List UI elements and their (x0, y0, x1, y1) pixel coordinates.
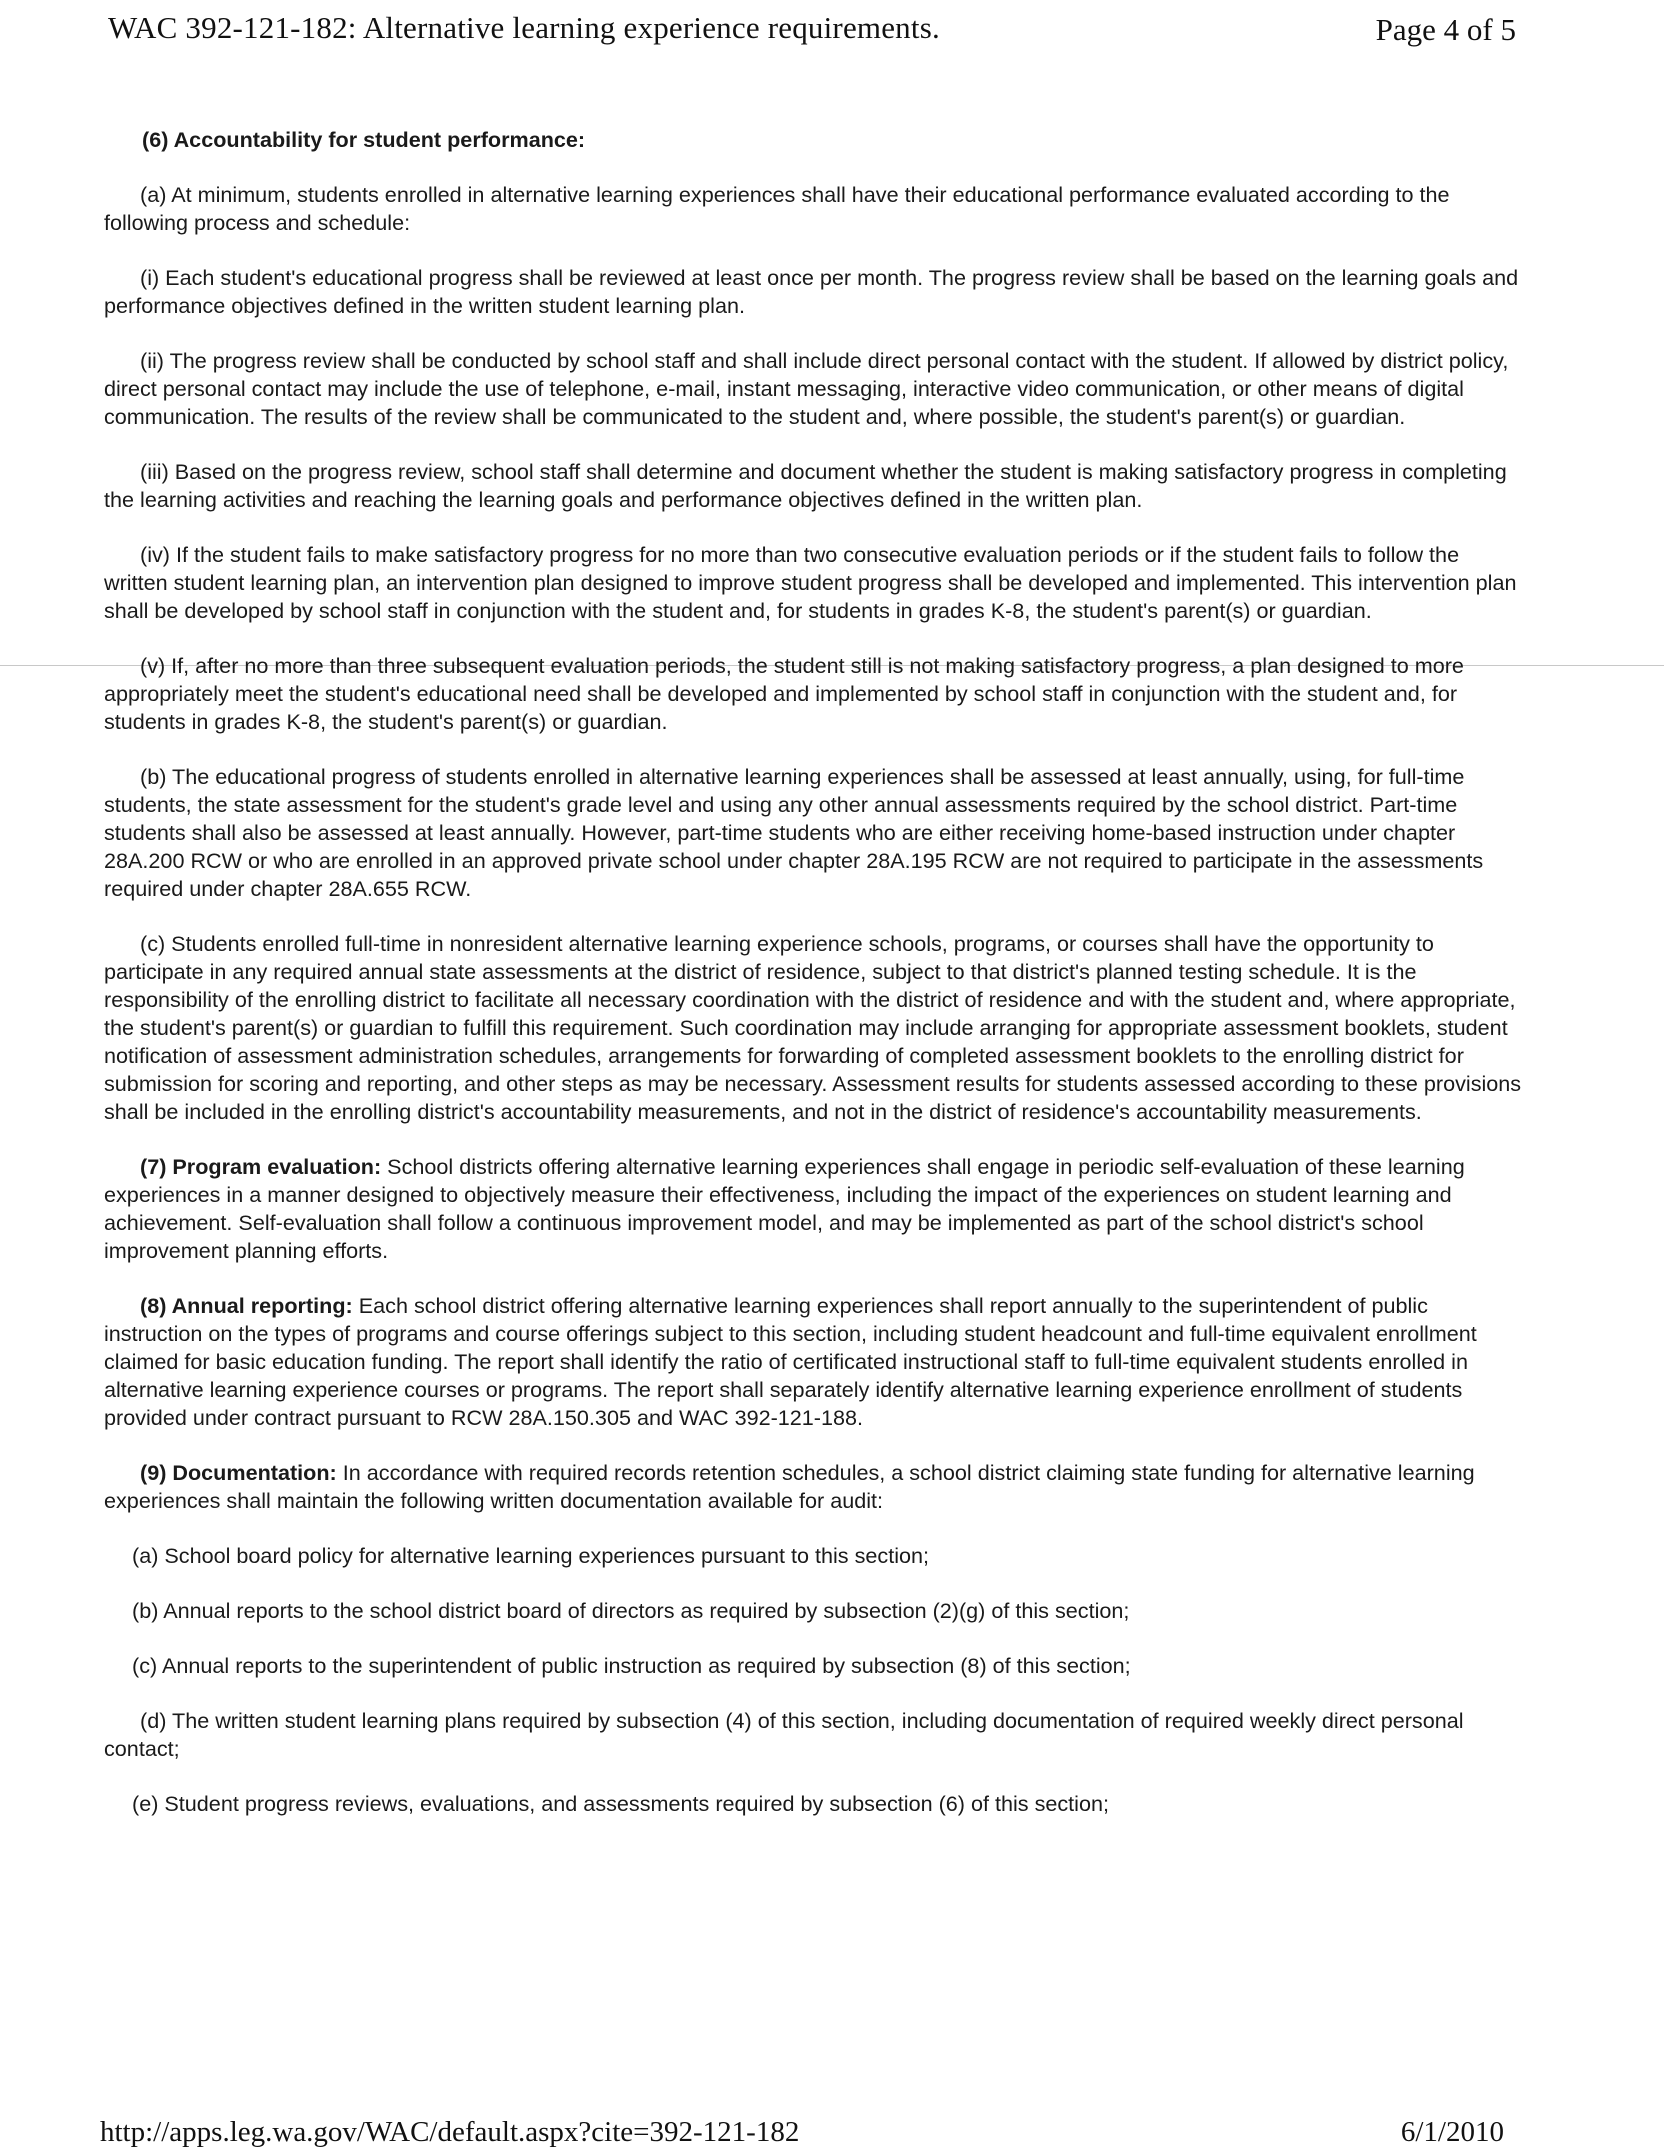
paragraph-8-text: Each school district offering alternative learning experiences shall report annually to the superintendent of public instruction on the types of programs and course offerings subject to this section, including student headcount and full-time equivalent enrollment claimed for basic education funding. The report shall identify the ratio of certificated instructional staff to full-time equivalent students enrolled in alternative learning experience courses or programs. The report shall separately identify alternative learning experience enrollment of students provided under contract pursuant to RCW 28A.150.305 and WAC 392-121-188. (104, 1293, 1477, 1430)
paragraph-6a-v: (v) If, after no more than three subsequent evaluation periods, the student still is not making satisfactory progress, a plan designed to more appropriately meet the student's educational need shall be developed and implemented by school staff in conjunction with the student and, for students in grades K-8, the student's parent(s) or guardian. (104, 653, 1464, 734)
list-item-9c: (c) Annual reports to the superintendent of public instruction as required by subsection (8) of this section; (132, 1653, 1131, 1678)
list-item-9e: (e) Student progress reviews, evaluations, and assessments required by subsection (6) of this section; (132, 1791, 1110, 1816)
paragraph-8-lead: (8) Annual reporting: (140, 1293, 353, 1318)
paragraph-9-text: In accordance with required records retention schedules, a school district claiming state funding for alternative learning experiences shall maintain the following written documentation available for audit: (104, 1460, 1475, 1513)
paragraph-6a-iii: (iii) Based on the progress review, school staff shall determine and document whether the student is making satisfactory progress in completing the learning activities and reaching the learning goals and performance objectives defined in the written plan. (104, 459, 1507, 512)
paragraph-6a-iv: (iv) If the student fails to make satisfactory progress for no more than two consecutive evaluation periods or if the student fails to follow the written student learning plan, an intervention plan designed to improve student progress shall be developed and implemented. This intervention plan shall be developed by school staff in conjunction with the student and, for students in grades K-8, the student's parent(s) or guardian. (104, 542, 1517, 623)
paragraph-8 (104, 1292, 1524, 1432)
paragraph-6b: (b) The educational progress of students enrolled in alternative learning experiences shall be assessed at least annually, using, for full-time students, the state assessment for the student's grade level and using any other annual assessments required by the school district. Part-time students shall also be assessed at least annually. However, part-time students who are either receiving home-based instruction under chapter 28A.200 RCW or who are enrolled in an approved private school under chapter 28A.195 RCW are not required to participate in the assessments required under chapter 28A.655 RCW. (104, 764, 1484, 901)
footer-date: 6/1/2010 (1400, 2116, 1504, 2148)
paragraph-6a: (a) At minimum, students enrolled in alternative learning experiences shall have their educational performance evaluated according to the following process and schedule: (104, 182, 1450, 235)
list-item-9d: (d) The written student learning plans required by subsection (4) of this section, including documentation of required weekly direct personal contact; (104, 1708, 1464, 1761)
paragraph-7 (104, 1153, 1524, 1265)
list-item-9b: (b) Annual reports to the school district board of directors as required by subsection (2)(g) of this section; (132, 1598, 1130, 1623)
paragraph-6c: (c) Students enrolled full-time in nonresident alternative learning experience schools, programs, or courses shall have the opportunity to participate in any required annual state assessments at the district of residence, subject to that district's planned testing schedule. It is the responsibility of the enrolling district to facilitate all necessary coordination with the district of residence and with the student and, where appropriate, the student's parent(s) or guardian to fulfill this requirement. Such coordination may include arranging for appropriate assessment booklets, student notification of assessment administration schedules, arrangements for forwarding of completed assessment booklets to the enrolling district for submission for scoring and reporting, and other steps as may be necessary. Assessment results for students assessed according to these provisions shall be included in the enrolling district's accountability measurements, and not in the district of residence's accountability measurements. (104, 931, 1522, 1124)
footer-url: http://apps.leg.wa.gov/WAC/default.aspx?cite=392-121-182 (100, 2116, 800, 2148)
document-body (104, 126, 1524, 1845)
list-item-9a: (a) School board policy for alternative learning experiences pursuant to this section; (132, 1543, 930, 1568)
page-number: Page 4 of 5 (1375, 12, 1516, 47)
section-heading-6: (6) Accountability for student performance: (142, 127, 586, 152)
paragraph-9 (104, 1459, 1524, 1515)
paragraph-7-text: School districts offering alternative learning experiences shall engage in periodic self-evaluation of these learning experiences in a manner designed to objectively measure their effectiveness, including the impact of the experiences on student learning and achievement. Self-evaluation shall follow a continuous improvement model, and may be implemented as part of the school district's school improvement planning efforts. (104, 1154, 1465, 1263)
document-title: WAC 392-121-182: Alternative learning experience requirements. (108, 10, 940, 45)
paragraph-7-lead: (7) Program evaluation: (140, 1154, 382, 1179)
paragraph-6a-i: (i) Each student's educational progress shall be reviewed at least once per month. The progress review shall be based on the learning goals and performance objectives defined in the written student learning plan. (104, 265, 1519, 318)
paragraph-9-lead: (9) Documentation: (140, 1460, 337, 1485)
paragraph-6a-ii: (ii) The progress review shall be conducted by school staff and shall include direct personal contact with the student. If allowed by district policy, direct personal contact may include the use of telephone, e-mail, instant messaging, interactive video communication, or other means of digital communication. The results of the review shall be communicated to the student and, where possible, the student's parent(s) or guardian. (104, 348, 1509, 429)
